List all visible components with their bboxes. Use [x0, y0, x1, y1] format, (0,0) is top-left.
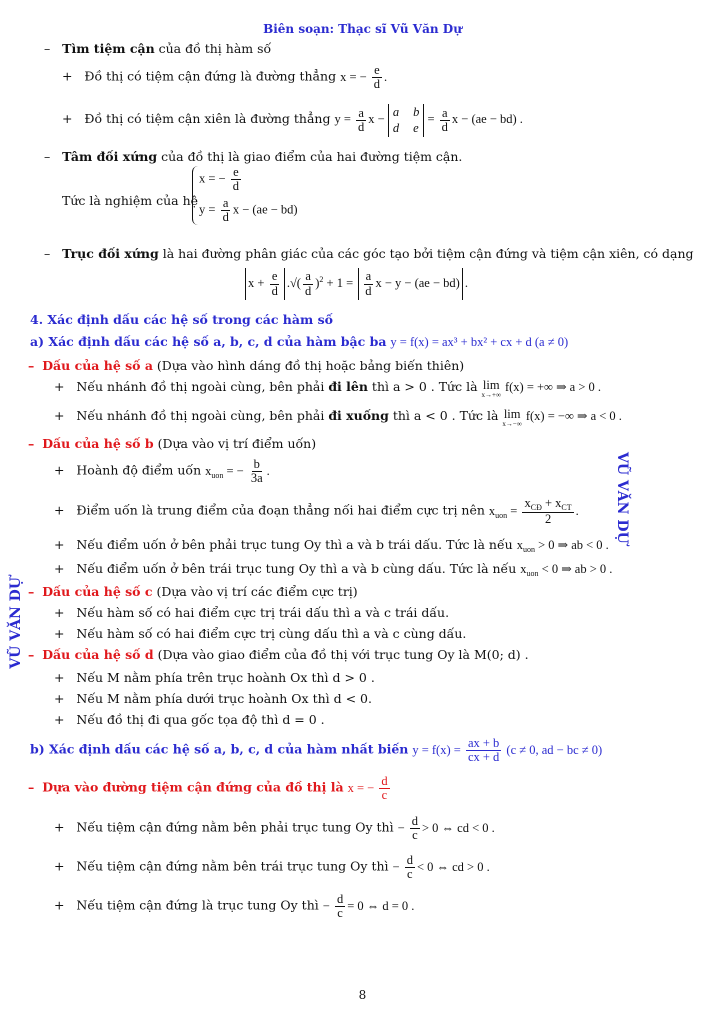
side-watermark-left: VŨ VĂN DỰ [8, 577, 24, 669]
subsection-a-formula: y = f(x) = ax³ + bx² + cx + d (a ≠ 0) [390, 335, 569, 349]
sign-a-case-1-pre: Nếu nhánh đồ thị ngoài cùng, bên phải [76, 379, 329, 394]
sign-c-rest: (Dựa vào vị trí các điểm cực trị) [152, 584, 358, 599]
sign-c-case-2-text: Nếu hàm số có hai điểm cực trị cùng dấu thì a và c cùng dấu. [76, 626, 467, 641]
sign-a-case-1-bold: đi lên [328, 379, 368, 394]
sign-d-red: Dấu của hệ số d [42, 647, 154, 662]
sign-a-case-2-bold: đi xuống [328, 408, 389, 423]
asymptote-case-2-text: Nếu tiệm cận đứng nằm bên trái trục tung Oy thì [76, 858, 389, 874]
sign-a-case-2-limit: x→−∞ [502, 419, 522, 428]
oblique-asymptote-formula: y = $\frac{a}{d}$ x − a b d e = $\frac{a}{d}$ x − (ae − bd) . [334, 105, 523, 136]
sign-b-case-1: + Hoành độ điểm uốn $x_{uon}$ = − $\frac{b}{3a}$ . [54, 457, 270, 486]
sign-a-case-1-mid: thì a > 0 . Tức là [367, 379, 482, 394]
asymptote-heading-rest: của đồ thị hàm số [154, 41, 272, 56]
sign-a-rest: (Dựa vào hình dáng đồ thị hoặc bảng biến thiên) [152, 358, 465, 373]
oblique-asymptote-text: Đồ thị có tiệm cận xiên là đường thẳng [84, 111, 331, 127]
oblique-asymptote-line: + Đồ thị có tiệm cận xiên là đường thẳng y = $\frac{a}{d}$ x − a b d e = $\frac{a}{d}$ x − (ae − bd) . [62, 105, 523, 136]
sign-a-case-2-end: f(x) = −∞ ⇒ a < 0 . [525, 409, 622, 423]
sign-c-case-2: + Nếu hàm số có hai điểm cực trị cùng dấu thì a và c cùng dấu. [54, 626, 467, 641]
symmetry-center-line: – Tâm đối xứng của đồ thị là giao điểm của hai đường tiệm cận. [44, 149, 463, 164]
subsection-b-heading: b) Xác định dấu các hệ số a, b, c, d của hàm nhất biến [30, 741, 409, 757]
sign-b-case-2: + Điểm uốn là trung điểm của đoạn thẳng nối hai điểm cực trị nên $x_{uon}$ = $\frac{x_{CĐ} + x_{CT}}{2}$ . [54, 496, 579, 527]
section-4-title: 4. Xác định dấu các hệ số trong các hàm số [30, 312, 333, 327]
sign-d-case-3: + Nếu đồ thị đi qua gốc tọa độ thì d = 0 . [54, 712, 325, 727]
symmetry-center-bold: Tâm đối xứng [62, 149, 158, 164]
sign-c-heading: – Dấu của hệ số c (Dựa vào vị trí các điểm cực trị) [28, 584, 358, 599]
side-watermark-right: VŨ VĂN DỰ [613, 452, 630, 544]
system-intro: Tức là nghiệm của hệ [62, 193, 199, 208]
sign-b-case-4-text: Nếu điểm uốn ở bên trái trục tung Oy thì a và b cùng dấu. Tức là nếu [76, 561, 517, 576]
asymptote-case-1: + Nếu tiệm cận đứng nằm bên phải trục tung Oy thì − $\frac{d}{c}$ > 0 ⇔ cd < 0 . [54, 814, 495, 843]
sign-d-case-2: + Nếu M nằm phía dưới trục hoành Ox thì d < 0. [54, 691, 372, 706]
sign-b-case-4-end: < 0 ⇒ ab > 0 . [541, 562, 613, 576]
sign-a-heading: – Dấu của hệ số a (Dựa vào hình dáng đồ thị hoặc bảng biến thiên) [28, 358, 465, 373]
vertical-asymptote-line: + Đồ thị có tiệm cận đứng là đường thẳng x = − $\frac{e}{d}$ . [62, 63, 388, 92]
asymptote-sign-red: Dựa vào đường tiệm cận đứng của đồ thị là [42, 779, 344, 795]
subsection-b-title: b) Xác định dấu các hệ số a, b, c, d của hàm nhất biến y = f(x) = $\frac{ax + b}{cx + d}$ (c ≠ 0, ad − bc ≠ 0) [30, 736, 603, 765]
sign-b-case-4: + Nếu điểm uốn ở bên trái trục tung Oy thì a và b cùng dấu. Tức là nếu $x_{uon} < 0$ ⇒ ab > 0 . [54, 561, 613, 578]
asymptote-sign-heading: – Dựa vào đường tiệm cận đứng của đồ thị là x = − $\frac{d}{c}$ [28, 774, 388, 803]
sign-d-heading: – Dấu của hệ số d (Dựa vào giao điểm của đồ thị với trục tung Oy là M(0; d) . [28, 647, 529, 662]
sign-a-case-2-pre: Nếu nhánh đồ thị ngoài cùng, bên phải [76, 408, 329, 423]
symmetry-axis-bold: Trục đối xứng [62, 246, 159, 261]
sign-b-case-3-end: > 0 ⇒ ab < 0 . [538, 538, 609, 552]
subsection-a-title [30, 334, 568, 350]
subsection-b-condition: (c ≠ 0, ad − bc ≠ 0) [506, 742, 603, 757]
sign-b-case-1-text: Hoành độ điểm uốn [76, 462, 202, 478]
sign-d-case-2-text: Nếu M nằm phía dưới trục hoành Ox thì d < 0. [76, 691, 372, 706]
sign-a-case-1: + Nếu nhánh đồ thị ngoài cùng, bên phải đi lên thì a > 0 . Tức là lim x→+∞ f(x) = +∞ ⇒ a > 0 . [54, 378, 602, 399]
sign-c-case-1: + Nếu hàm số có hai điểm cực trị trái dấu thì a và c trái dấu. [54, 605, 450, 620]
page-number: 8 [358, 988, 367, 1002]
sign-b-heading: – Dấu của hệ số b (Dựa vào vị trí điểm uốn) [28, 436, 317, 451]
sign-b-case-3: + Nếu điểm uốn ở bên phải trục tung Oy thì a và b trái dấu. Tức là nếu $x_{uon} > 0$ ⇒ ab < 0 . [54, 537, 609, 554]
sign-c-red: Dấu của hệ số c [42, 584, 153, 599]
sign-b-case-2-text: Điểm uốn là trung điểm của đoạn thẳng nối hai điểm cực trị nên [76, 502, 485, 518]
asymptote-case-3-end: = 0 ⇔ d = 0 . [347, 898, 415, 913]
asymptote-case-3: + Nếu tiệm cận đứng là trục tung Oy thì − $\frac{d}{c}$ = 0 ⇔ d = 0 . [54, 892, 415, 921]
sign-d-case-3-text: Nếu đồ thị đi qua gốc tọa độ thì d = 0 . [76, 712, 325, 727]
asymptote-case-1-text: Nếu tiệm cận đứng nằm bên phải trục tung Oy thì [76, 819, 394, 835]
vertical-asymptote-text: Đồ thị có tiệm cận đứng là đường thẳng [84, 68, 337, 84]
asymptote-case-3-text: Nếu tiệm cận đứng là trục tung Oy thì [76, 897, 319, 913]
sign-a-red: Dấu của hệ số a [42, 358, 153, 373]
sign-d-rest: (Dựa vào giao điểm của đồ thị với trục tung Oy là M(0; d) . [153, 647, 529, 662]
sign-b-case-3-text: Nếu điểm uốn ở bên phải trục tung Oy thì a và b trái dấu. Tức là nếu [76, 537, 513, 552]
sign-b-red: Dấu của hệ số b [42, 436, 154, 451]
sign-d-case-1: + Nếu M nằm phía trên trục hoành Ox thì d > 0 . [54, 670, 375, 685]
vertical-asymptote-formula: x = − $\frac{e}{d}$ . [340, 63, 388, 92]
sign-a-case-1-end: f(x) = +∞ ⇒ a > 0 . [504, 380, 602, 394]
asymptote-case-2-end: < 0 ⇔ cd > 0 . [416, 859, 490, 874]
asymptote-heading: – Tìm tiệm cận của đồ thị hàm số [44, 41, 272, 56]
sign-b-rest: (Dựa vào vị trí điểm uốn) [153, 436, 317, 451]
symmetry-axis-rest: là hai đường phân giác của các góc tạo bởi tiệm cận đứng và tiệm cận xiên, có dạng [158, 246, 694, 261]
bisector-formula: x + $\frac{e}{d}$ .√( $\frac{a}{d}$ )$^2$ + 1 = $\frac{a}{d}$ x − y − (ae − bd) . [243, 268, 468, 300]
sign-d-case-1-text: Nếu M nằm phía trên trục hoành Ox thì d > 0 . [76, 670, 375, 685]
sign-a-case-2: + Nếu nhánh đồ thị ngoài cùng, bên phải đi xuống thì a < 0 . Tức là lim x→−∞ f(x) = −∞ ⇒ a < 0 . [54, 407, 622, 428]
system-equations: x = − $\frac{e}{d}$ y = $\frac{a}{d}$ x − (ae − bd) [192, 166, 298, 225]
sign-a-case-1-limit: x→+∞ [481, 390, 501, 399]
sign-c-case-1-text: Nếu hàm số có hai điểm cực trị trái dấu thì a và c trái dấu. [76, 605, 450, 620]
asymptote-case-2: + Nếu tiệm cận đứng nằm bên trái trục tung Oy thì − $\frac{d}{c}$ < 0 ⇔ cd > 0 . [54, 853, 490, 882]
symmetry-axis-line: – Trục đối xứng là hai đường phân giác của các góc tạo bởi tiệm cận đứng và tiệm cận xiên, có dạng [44, 246, 694, 261]
asymptote-heading-bold: Tìm tiệm cận [62, 41, 155, 56]
asymptote-case-1-end: > 0 ⇔ cd < 0 . [422, 820, 495, 835]
page-header: Biên soạn: Thạc sĩ Vũ Văn Dự [263, 22, 462, 36]
subsection-a-heading: a) Xác định dấu các hệ số a, b, c, d của hàm bậc ba [30, 334, 387, 349]
symmetry-center-rest: của đồ thị là giao điểm của hai đường tiệm cận. [157, 149, 463, 164]
sign-a-case-2-mid: thì a < 0 . Tức là [388, 408, 503, 423]
